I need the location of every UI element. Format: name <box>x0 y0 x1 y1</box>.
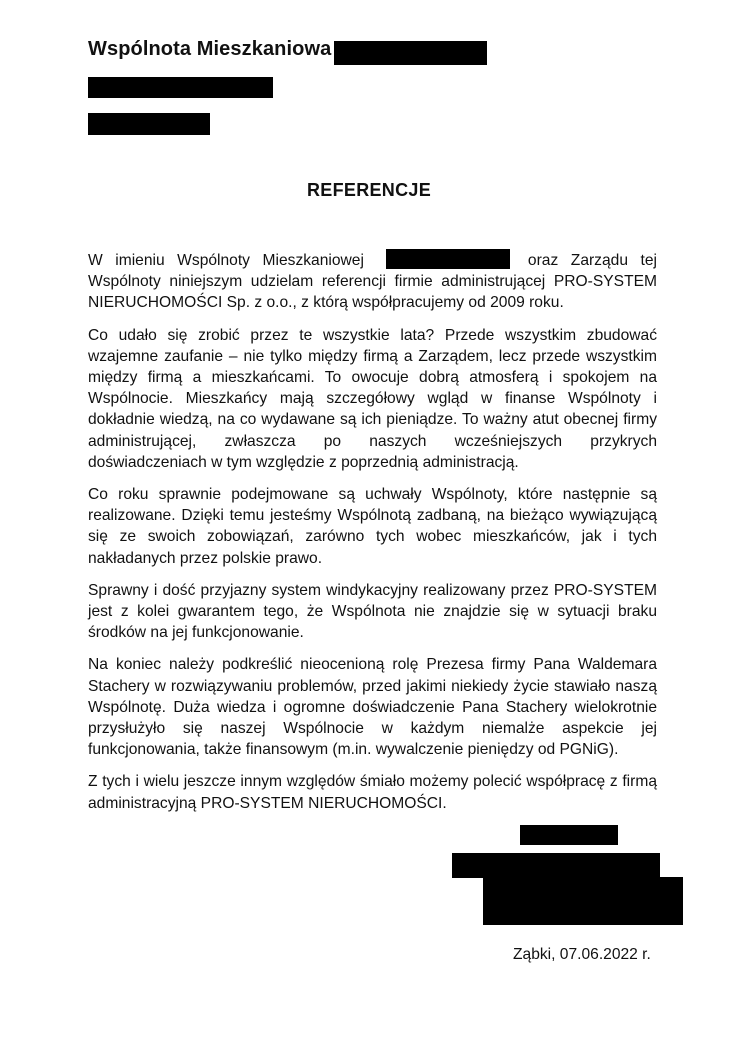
paragraph-3: Co roku sprawnie podejmowane są uchwały Wspólnoty, które następnie są realizowane. Dzięki temu jesteśmy Wspólnotą zadbaną, na bieżąco wywiązującą się ze swoich zobowiązań, zarówno tych wobec mieszkańców, jak i tych nakładanych przez polskie prawo. <box>88 486 657 567</box>
paragraph-2: Co udało się zrobić przez te wszystkie lata? Przede wszystkim zbudować wzajemne zaufanie – nie tylko między firmą a Zarządem, lecz przede wszystkim między firmą a mieszkańcami. To owocuje dobrą atmosferą i spokojem na Wspólnocie. Mieszkańcy mają szczegółowy wgląd w finanse Wspólnoty i dokładnie wiedzą, na co wydawane są ich pieniądze. To ważny atut obecnej firmy administrującej, zwłaszcza po naszych wcześniejszych przykrych doświadczeniach w tym względzie z poprzednią administracją. <box>88 326 657 471</box>
redacted-address-line-1 <box>88 77 273 98</box>
community-name-heading: Wspólnota Mieszkaniowa <box>88 38 332 60</box>
paragraph-1-end: oraz Zarządu tej Wspólnoty niniejszym udzielam referencji firmie administrującej PRO-SYSTEM NIERUCHOMOŚCI Sp. z o.o., z którą współpracujemy od 2009 roku. <box>88 252 657 312</box>
paragraph-4: Sprawny i dość przyjazny system windykacyjny realizowany przez PRO-SYSTEM jest z kolei gwarantem tego, że Wspólnota nie znajdzie się w sytuacji braku środków na jej funkcjonowanie. <box>88 581 657 642</box>
letter-body <box>88 249 657 825</box>
paragraph-1 <box>88 249 657 314</box>
redacted-community-name-inline <box>386 249 510 269</box>
redacted-address-line-2 <box>88 113 210 135</box>
paragraph-6: Z tych i wielu jeszcze innym względów śmiało możemy polecić współpracę z firmą administracyjną PRO-SYSTEM NIERUCHOMOŚCI. <box>88 773 657 812</box>
place-and-date: Ząbki, 07.06.2022 r. <box>513 946 651 963</box>
redacted-signature-1 <box>520 825 618 845</box>
document-title: REFERENCJE <box>306 180 432 200</box>
redacted-signature-3 <box>483 877 683 925</box>
redacted-signature-2 <box>452 853 660 878</box>
paragraph-5: Na koniec należy podkreślić nieocenioną rolę Prezesa firmy Pana Waldemara Stachery w rozwiązywaniu problemów, przed jakimi niekiedy życie stawiało naszą Wspólnotę. Duża wiedza i ogromne doświadczenie Pana Stachery wielokrotnie przysłużyło się naszej Wspólnocie w każdym niemalże aspekcie jej funkcjonowania, także finansowym (m.in. wywalczenie pieniędzy od PGNiG). <box>88 656 657 759</box>
redacted-community-name <box>334 41 487 65</box>
paragraph-1-start: W imieniu Wspólnoty Mieszkaniowej <box>88 252 364 269</box>
